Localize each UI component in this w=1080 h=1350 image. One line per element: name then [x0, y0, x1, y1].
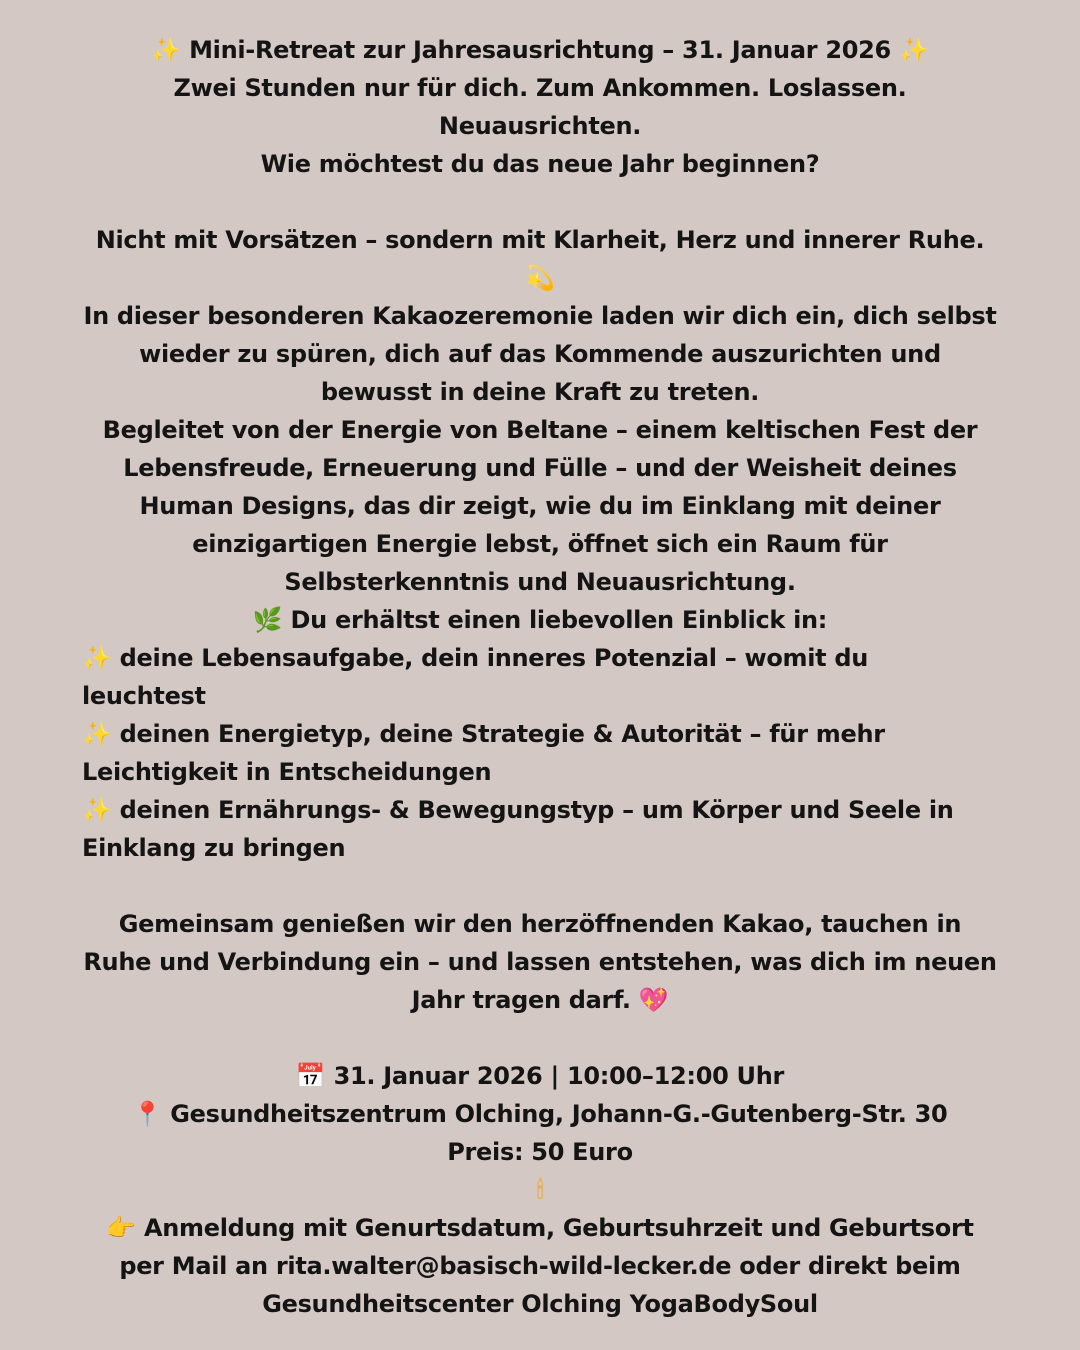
- registration-line-2: per Mail an rita.walter@basisch-wild-lecker.de oder direkt beim: [119, 1252, 961, 1280]
- spacer: [82, 1019, 998, 1057]
- insight-item-3-line-2: Einklang zu bringen: [82, 834, 346, 862]
- insight-item-2: [82, 715, 998, 753]
- event-date-line: [82, 1057, 998, 1095]
- insight-item-1: [82, 639, 998, 677]
- ceremony-line-3: bewusst in deine Kraft zu treten.: [320, 378, 760, 406]
- motto-icon-line: [82, 259, 998, 297]
- insight-item-1-line-1: deine Lebensaufgabe, dein inneres Potenzial – womit du: [119, 644, 869, 672]
- sparkles-icon: ✨: [82, 720, 112, 748]
- dizzy-star-icon: 💫: [525, 264, 555, 292]
- beltane-line-1: Begleitet von der Energie von Beltane – einem keltischen Fest der: [102, 416, 978, 444]
- sparkles-icon: ✨: [82, 644, 112, 672]
- event-price: Preis: 50 Euro: [447, 1138, 633, 1166]
- insight-item-2-line-1: deinen Energietyp, deine Strategie & Autorität – für mehr: [119, 720, 885, 748]
- round-pushpin-icon: 📍: [132, 1100, 163, 1128]
- spacer: [82, 183, 998, 221]
- calendar-icon: 📅: [295, 1062, 326, 1090]
- registration-line-1-wrap: [82, 1209, 998, 1247]
- event-location-line: [82, 1095, 998, 1133]
- closing-line-3-wrap: [82, 981, 998, 1019]
- spacer: [82, 867, 998, 905]
- herb-icon: 🌿: [252, 606, 283, 634]
- title-text: Mini-Retreat zur Jahresausrichtung – 31. Januar 2026: [189, 36, 891, 64]
- intro-question: Wie möchtest du das neue Jahr beginnen?: [260, 150, 820, 178]
- sparkles-icon: ✨: [151, 36, 182, 64]
- insight-item-2-line-2: Leichtigkeit in Entscheidungen: [82, 758, 492, 786]
- registration-line-3: Gesundheitscenter Olching YogaBodySoul: [262, 1290, 818, 1318]
- event-date-time: 31. Januar 2026 | 10:00–12:00 Uhr: [333, 1062, 785, 1090]
- ceremony-line-1: In dieser besonderen Kakaozeremonie laden wir dich ein, dich selbst: [83, 302, 997, 330]
- insight-item-1-line-2: leuchtest: [82, 682, 206, 710]
- beltane-line-4: einzigartigen Energie lebst, öffnet sich ein Raum für: [192, 530, 888, 558]
- candle-icon: 🕯: [536, 1176, 544, 1204]
- motto-text: Nicht mit Vorsätzen – sondern mit Klarheit, Herz und innerer Ruhe.: [95, 226, 985, 254]
- sparkles-icon: ✨: [898, 36, 929, 64]
- beltane-line-2: Lebensfreude, Erneuerung und Fülle – und der Weisheit deines: [123, 454, 957, 482]
- sparkling-heart-icon: 💖: [638, 986, 669, 1014]
- flyer-content: [82, 31, 998, 1323]
- event-location: Gesundheitszentrum Olching, Johann-G.-Gutenberg-Str. 30: [170, 1100, 948, 1128]
- beltane-line-3: Human Designs, das dir zeigt, wie du im Einklang mit deiner: [139, 492, 941, 520]
- insight-item-3: [82, 791, 998, 829]
- candle-icon-line: [82, 1171, 998, 1209]
- title-line: [82, 31, 998, 69]
- insights-heading-line: [82, 601, 998, 639]
- beltane-line-5: Selbsterkenntnis und Neuausrichtung.: [284, 568, 796, 596]
- insights-heading: Du erhältst einen liebevollen Einblick in:: [290, 606, 828, 634]
- insight-item-3-line-1: deinen Ernährungs- & Bewegungstyp – um Körper und Seele in: [119, 796, 954, 824]
- sparkles-icon: ✨: [82, 796, 112, 824]
- registration-line-1: Anmeldung mit Genurtsdatum, Geburtsuhrzeit und Geburtsort: [143, 1214, 974, 1242]
- pointing-hand-icon: 👉: [106, 1214, 136, 1242]
- closing-line-2: Ruhe und Verbindung ein – und lassen entstehen, was dich im neuen: [83, 948, 997, 976]
- ceremony-line-2: wieder zu spüren, dich auf das Kommende auszurichten und: [139, 340, 941, 368]
- intro-line-1: Zwei Stunden nur für dich. Zum Ankommen. Loslassen.: [173, 74, 907, 102]
- intro-line-2: Neuausrichten.: [438, 112, 642, 140]
- closing-line-3: Jahr tragen darf.: [411, 986, 631, 1014]
- closing-line-1: Gemeinsam genießen wir den herzöffnenden Kakao, tauchen in: [118, 910, 962, 938]
